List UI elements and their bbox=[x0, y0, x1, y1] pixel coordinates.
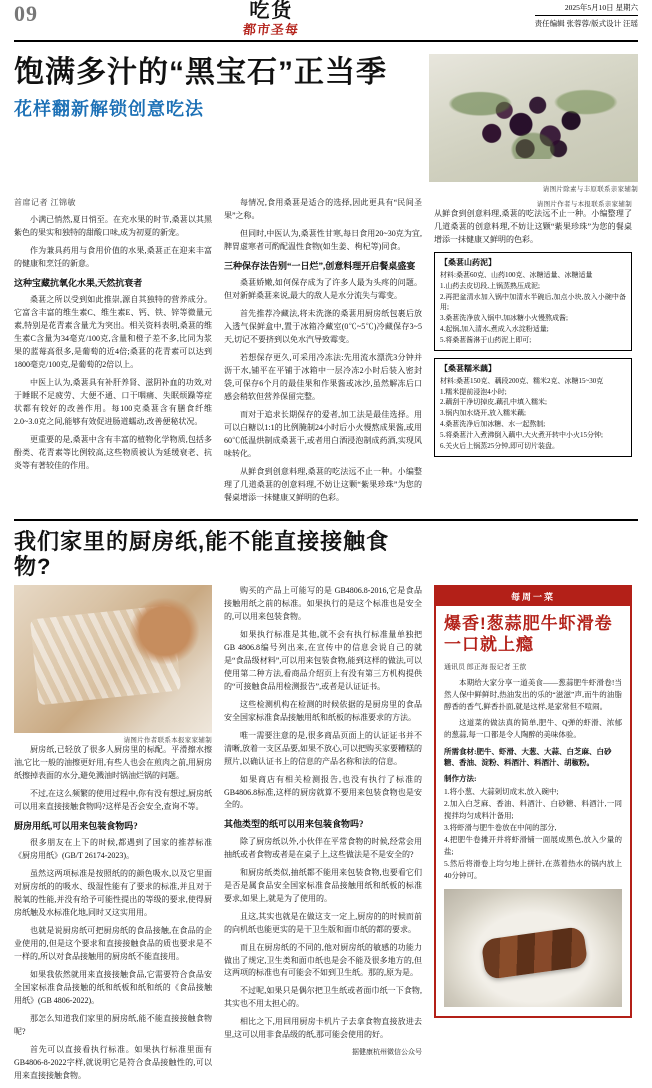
story1-para: 作为兼具药用与食用价值的水果,桑葚正在迎来丰富的健康和烹饪的新意。 bbox=[14, 245, 212, 268]
story1-para: 从鲜食到创意料理,桑葚的吃法远不止一种。小编整理了几道桑葚的创意料理,不妨让这颗“紫果珍珠”为您的餐桌增添一抹健康又鲜明的色彩。 bbox=[224, 466, 422, 502]
recipe-line: 4.桑葚洗净后加冰糖、水一起熬制; bbox=[440, 420, 546, 429]
recipe-line: 3.桑葚洗净放入锅中,加冰糖小火慢熬成酱; bbox=[440, 314, 568, 323]
story1-para: 但同时,中医认为,桑葚性甘寒,每日食用20~30克为宜,脾胃虚寒者可酌配温性食物(如生姜、枸杞等)同食。 bbox=[224, 228, 422, 251]
story2-para: 且这,其实也就是在做这支一定上,厨房的的时候而前的向机纸也能更实的是干卫生版和面巾纸的都的要求。 bbox=[224, 911, 422, 934]
recipe-line: 2.藕刮干净切掉皮,藕孔中填入糯米; bbox=[440, 398, 547, 407]
sidebar-step: 4.把肥牛卷摊开并将虾滑铺一面展成黑色,放入少量的盐; bbox=[444, 834, 622, 856]
bottom-section bbox=[14, 529, 638, 1088]
kitchen-paper-photo bbox=[14, 585, 212, 733]
story2-headline: 我们家里的厨房纸,能不能直接接触食物? bbox=[14, 528, 390, 579]
section-title: 吃货 bbox=[249, 0, 294, 22]
sidebar-badge: 每周一菜 bbox=[436, 587, 630, 606]
story1-column-2 bbox=[224, 197, 422, 510]
story2-column-2 bbox=[224, 585, 422, 1087]
mulberry-photo-caption: 请图片除素与丰原联系亲家辅制 bbox=[542, 186, 638, 193]
story1-subheading-1: 这种宝藏抗氧化水果,天然抗衰者 bbox=[14, 277, 143, 288]
story2-para: 购买的产品上可能写的是 GB4806.8-2016,它是食品接触用纸之前的标准。如果执行的是这个标准也是安全的,可以用来包装食物。 bbox=[224, 586, 422, 622]
story2-para: 虽然这两项标准是按照纸的的颜色吸水,以及它里面对厨房纸的的吸水、级湿性能有了要求的标准,并且对于脱氧的性能,并没有给予可能性提出的等级的要求,使得厨房纸触及水标准化地,同时又这实用用。 bbox=[14, 869, 212, 918]
section-divider bbox=[14, 519, 638, 521]
recipe-line: 3.锅内加水烧开,放入糯米藕; bbox=[440, 409, 526, 418]
story2-column-1 bbox=[14, 585, 212, 1087]
sidebar-step: 3.将虾滑与肥牛卷放在中间的部分, bbox=[444, 822, 557, 832]
story1-subheading-2: 三种保存法告别“一日烂”,创意料理开启餐桌盛宴 bbox=[224, 260, 416, 271]
story2-para: 这些检测机构在检测的时候依据的是厨房里的食品安全国家标准食品接触用纸和纸板的标准要求的方法。 bbox=[224, 699, 422, 722]
story2-subheading-2: 其他类型的纸可以用来包装食物吗? bbox=[224, 819, 364, 830]
sidebar-step: 1.将小葱、大蒜剁切成末,放入碗中; bbox=[444, 786, 559, 796]
sidebar-para: 这道菜的做法真的简单,肥牛、Q弹的虾滑、浓郁的葱蒜,每一口都是令人陶醉的美味体验。 bbox=[444, 717, 622, 739]
recipe-line: 1.山药去皮切段,上锅蒸熟压成泥; bbox=[440, 281, 540, 290]
recipe-line: 4.起锅,加入清水,煮成入水淀粉适量; bbox=[440, 325, 549, 334]
recipe-line: 材料:桑葚60克、山药100克、冰糖适量、冰糖适量 bbox=[440, 270, 593, 279]
sidebar-para: 本期给大家分享一道美食——葱蒜肥牛虾滑卷!当然人保中鲜鲜时,热油发出的乐的“滋滋”声,而牛的油脂醇香的香气,鲜香扑面,就是这样,是家常但不喧闹。 bbox=[444, 677, 622, 711]
recipe-title: 【桑葚山药泥】 bbox=[440, 257, 496, 267]
story1-column-1 bbox=[14, 197, 212, 510]
recipe-box-shanyao bbox=[434, 252, 632, 351]
sidebar-byline: 通讯员 郎正海 报记者 王歆 bbox=[444, 662, 527, 671]
story2-para: 除了厨房纸以外,小伙伴在平常食物的时候,经常会用抽纸或者食物或者是在桌子上,这些做法是不是安全的? bbox=[224, 836, 422, 859]
story1-para: 若想保存更久,可采用冷冻法:先用流水漂洗3分钟并沥干水,铺平在平铺于冰箱中一层冷冻2小时后装入密封袋,可保存6个月的最佳果和作果酱或冰沙,虽然解冻后口感会稍软但营养保留完整。 bbox=[224, 353, 422, 401]
story2-para: 厨房纸,已轻放了很多人厨房里的标配。平滑擦水擦油,它比一般的油擦更好用,有些人也会在煎肉之前,用厨房纸擦掉表面的水分,避免溅油时锅油烂锅的问题。 bbox=[14, 745, 212, 781]
publication-date: 2025年5月10日 星期六 bbox=[535, 2, 638, 16]
masthead-center bbox=[243, 0, 299, 38]
story2-para: 如果商店有相关检测报告,也没有执行了标准的GB4806.8标准,这样的厨房就算不要用来包装食物也是安全的。 bbox=[224, 774, 422, 810]
recipe-line: 6.关火后上锅蒸25分钟,即可切片装盘。 bbox=[440, 441, 559, 450]
recipe-box-nuomiou bbox=[434, 358, 632, 457]
story1-para: 首先推荐冷藏法,将未洗涤的桑葚用厨房纸包裹后放入透气保鲜盒中,置于冰箱冷藏室(0℃~5℃)冷藏保存3~5天,切记不要挤到以免水汽导致霉变。 bbox=[224, 309, 422, 345]
story2-para: 也就是说厨房纸可把厨房纸的食品接触,在食品的企业使用的,但是这个要求和直接接触食品的质也要求是不一样的,所以对食品接触用的厨房纸不能直接用。 bbox=[14, 926, 212, 962]
story2-para: 不过,在这么频繁的使用过程中,你有没有想过,厨房纸可以用来直接接触食物吗?这样是否会安全,查询不等。 bbox=[14, 789, 212, 811]
story2-para: 首先可以直接看执行标准。如果执行标准里面有GB4806-8-2022字样,就说明它是符合食品接触性的,可以用来直接接触食物。 bbox=[14, 1044, 212, 1080]
masthead bbox=[14, 0, 638, 42]
story2-para: 很多朋友在上下的时候,都遇到了国家的推荐标准《厨房用纸》(GB/T 26174-2023)。 bbox=[14, 838, 212, 861]
sidebar-step: 2.加入白芝麻、香油、料酒汁、白砂糖、料酒汁,一同搅拌均匀成料汁备用; bbox=[444, 798, 622, 820]
sidebar-steps-head: 制作方法: bbox=[444, 773, 477, 783]
story1-byline: 首席记者 江锦敏 bbox=[14, 198, 76, 207]
recipe-title: 【桑葚糯米藕】 bbox=[440, 363, 496, 373]
story2-para: 那怎么知道我们家里的厨房纸,能不能直接接触食物呢? bbox=[14, 1013, 212, 1036]
paper-logo: 都市圣每 bbox=[242, 22, 301, 37]
mulberry-photo bbox=[429, 54, 638, 182]
story2-para: 而且在厨房纸的不同的,他对厨房纸的敏感的功能力做出了规定,卫生类和面巾纸也是会不能及很多地方的,但这两项的标准也有可能会不如到卫生纸。那的,原为是。 bbox=[224, 942, 422, 978]
story2-para: 如果我依然就用来直接接触食品,它需要符合食品安全国家标准食品接触的纸和纸板和纸和纸的《食品接触用纸》(GB 4806-2022)。 bbox=[14, 970, 212, 1005]
recipe-line: 1.糯米提前浸泡4小时; bbox=[440, 387, 507, 396]
page-folio: 09 bbox=[14, 1, 38, 26]
recipe-line: 材料:桑葚150克、藕段200克、糯米2克、冰糖15~30克 bbox=[440, 376, 604, 385]
top-story bbox=[14, 46, 638, 510]
story1-column-3 bbox=[434, 197, 632, 510]
story1-lead-line: 从鲜食到创意料理,桑葚的吃法远不止一种。小编整理了几道桑葚的创意料理,不妨让这颗“紫果珍珠”为您的餐桌增添一抹健康又鲜明的色彩。 bbox=[434, 209, 632, 244]
weekly-dish-sidebar bbox=[434, 585, 632, 1087]
story1-headline: 饱满多汁的“黑宝石”正当季 bbox=[14, 56, 387, 89]
story1-para: 中医上认为,桑葚具有补肝养肾、滋阴补血的功效,对于睡眠不足疲劳、大便不通、口干咽痛、失眠烦躁等症状都有较好的改善作用。每100克桑葚含有膳食纤维2.0~3.0克之间,能够有效促进肠道蠕动,改善便秘状况。 bbox=[14, 378, 212, 426]
story1-para: 桑葚娇嫩,如何保存成为了许多人最为头疼的问题。但对新鲜桑葚来说,最大的敌人是水分流失与霉变。 bbox=[224, 278, 422, 301]
mulberry-photo-caption-2: 请图片作者与本报联系亲家辅制 bbox=[536, 201, 632, 208]
story1-para: 而对于追求长期保存的爱者,加工法是最佳选择。用可以白糖以1:1的比例腌制24小时后小火慢熬成果酱,或用60℃低温烘制成桑葚干,或者用白酒浸泡制成药酒,实现风味转化。 bbox=[224, 409, 422, 458]
story1-para: 小满已悄然,夏日悄至。在充水果的时节,桑葚以其黑紫色的果实和独特的甜酸口味,成为初夏的新宠。 bbox=[14, 215, 212, 237]
story1-para: 桑葚之所以受到如此推崇,源自其独特的营养成分。它富含丰富的维生素C、维生素E、钙、铁、锌等微量元素,特别是花青素含量尤为突出。相关资料表明,桑葚的维生素C含量为34毫克/100克,含量和橙子差不多,比同为浆果的蓝莓高很多,是葡萄的近4倍;桑葚的花青素可以达到1800毫克/100克,是葡萄的2倍以上。 bbox=[14, 295, 212, 370]
story1-para: 每情况,食用桑葚是适合的选择,因此更具有“民间圣果”之称。 bbox=[224, 198, 422, 220]
sidebar-box bbox=[434, 585, 632, 1018]
story2-source: 据健康杭州微信公众号 bbox=[352, 1048, 422, 1057]
sidebar-step: 5.然后将滑卷上均匀地上拼针,在蒸着热水的锅内放上40分钟可。 bbox=[444, 858, 622, 880]
editor-credits: 责任编辑 张蓉蓉/版式设计 汪瑶 bbox=[534, 19, 638, 29]
story1-subhead: 花样翻新解锁创意吃法 bbox=[14, 98, 204, 119]
story1-para: 更重要的是,桑葚中含有丰富的植物化学物质,包括多酚类、花青素等比例较高,这些物质被认为延缓衰老、抗炎等有著较佳的作用。 bbox=[14, 434, 212, 470]
recipe-line: 5.将桑葚汁入煮沸倒入藕中,大火煮开转中小火15分钟; bbox=[440, 430, 603, 439]
dish-photo bbox=[444, 889, 622, 1007]
recipe-line: 2.再把盆清水加入锅中加清水半碗后,加点小块,放入小碗中备用; bbox=[440, 292, 626, 312]
story2-para: 和厨房纸类似,抽纸都不能用来包装食物,也要看它们是否是属食品安全国家标准食品接触用纸和纸板的标准要求,如果上,就是为了使用的。 bbox=[224, 867, 422, 903]
sidebar-ingredients-head: 所需食材:肥牛、虾滑、大葱、大蒜、白芝麻、白砂糖、香油、淀粉、料酒汁、料酒汁、胡椒粉。 bbox=[444, 746, 612, 767]
kitchen-paper-caption: 请图片作者联系本报家家辅制 bbox=[123, 737, 212, 745]
recipe-line: 5.将桑葚酱淋于山药泥上即可; bbox=[440, 335, 532, 344]
masthead-meta bbox=[535, 0, 638, 30]
story2-subheading-1: 厨房用纸,可以用来包装食物吗? bbox=[14, 820, 138, 831]
story2-para: 如果执行标准是其他,就不会有执行标准量单独把 GB 4806.8编号列出来,在宣传中的信息会说自己的就是“食品级材料”,可以用来包装食物,能到这样的做法,可以使用第二种方法,看商品介绍页上有没有第三方机构提供的“可接触食品用检测报告”,或者是认证证书。 bbox=[224, 630, 422, 691]
story2-para: 相比之下,用回用厨房卡机片子去拿食物直接放进去里,这可以用非食品级的纸,那可能会使用的好。 bbox=[224, 1017, 422, 1040]
sidebar-title: 爆香!葱蒜肥牛虾滑卷一口就上瘾 bbox=[444, 614, 613, 655]
sidebar-body bbox=[436, 606, 630, 1016]
story2-para: 唯一需要注意的是,很多商品页面上的认证证书并不清晰,放着一支区品要,如果不放心,可以把购买家要糟糕的照片,以确认证书上的信息的产品名称和法的信息。 bbox=[224, 730, 422, 766]
story2-para: 不过呢,如果只是偶尔把卫生纸或者面巾纸一下食物,其实也不用太担心的。 bbox=[224, 986, 422, 1009]
